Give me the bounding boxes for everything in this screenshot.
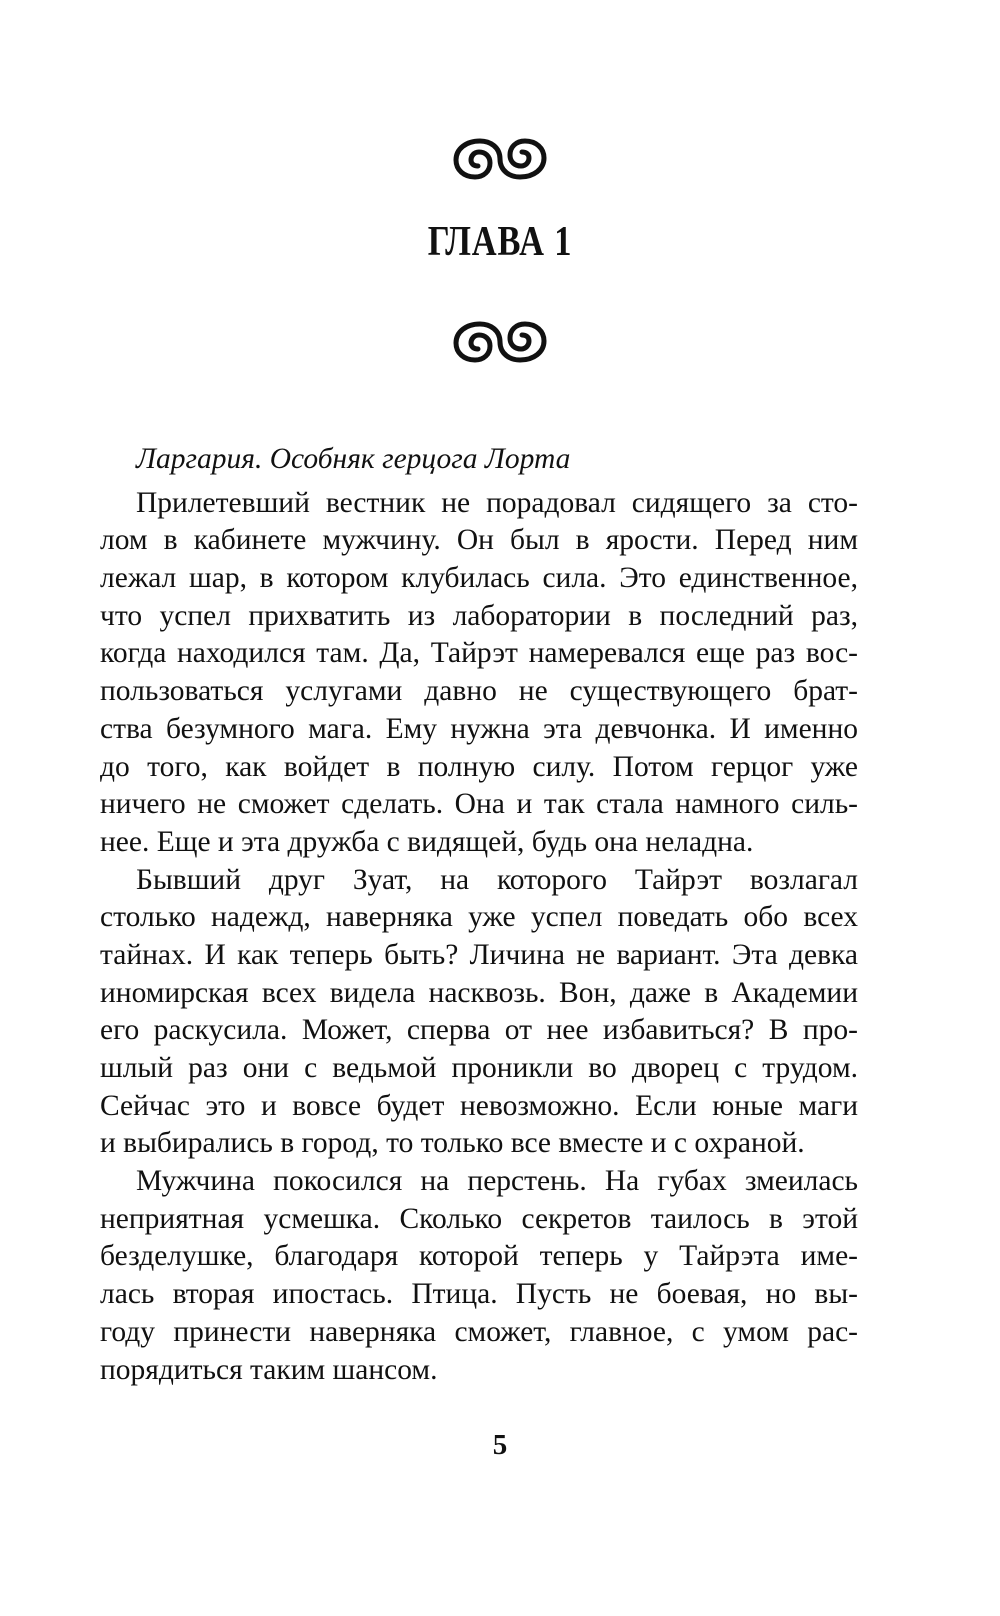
body-text [100, 441, 858, 1389]
text-line: пользоваться услугами давно не существующего брат- [100, 675, 858, 708]
text-line: лом в кабинете мужчину. Он был в ярости. Перед ним [100, 524, 858, 557]
text-line: до того, как войдет в полную силу. Потом герцог уже [100, 750, 858, 783]
scene-subtitle: Ларгария. Особняк герцога Лорта [136, 443, 571, 475]
paragraph [100, 485, 858, 862]
text-line: лась вторая ипостась. Птица. Пусть не боевая, но вы- [100, 1278, 858, 1311]
text-line: порядиться таким шансом. [100, 1353, 438, 1386]
paragraph [100, 1163, 858, 1389]
text-line: Мужчина покосился на перстень. На губах змеилась [136, 1165, 858, 1198]
text-line: тайнах. И как теперь быть? Личина не вариант. Эта девка [100, 938, 858, 971]
text-line: и выбирались в город, то только все вместе и с охраной. [100, 1127, 805, 1160]
text-line: безделушке, благодаря которой теперь у Тайрэта име- [100, 1240, 858, 1273]
chapter-title: ГЛАВА 1 [427, 219, 573, 265]
text-line: ничего не сможет сделать. Она и так стала намного силь- [100, 788, 858, 821]
text-line: лежал шар, в котором клубилась сила. Это единственное, [100, 562, 858, 595]
text-line: Прилетевший вестник не порадовал сидящего за сто- [136, 486, 858, 519]
text-line: его раскусила. Может, сперва от нее избавиться? В про- [100, 1014, 858, 1047]
text-line: иномирская всех видела насквозь. Вон, даже в Академии [100, 976, 858, 1009]
text-line: столько надежд, наверняка уже успел поведать обо всех [100, 901, 858, 934]
text-line: ства безумного мага. Ему нужна эта девчонка. И именно [100, 712, 858, 745]
double-spiral-ornament-icon [450, 320, 550, 364]
text-line: когда находился там. Да, Тайрэт намеревался еще раз вос- [100, 637, 858, 670]
text-line: Бывший друг Зуат, на которого Тайрэт возлагал [136, 863, 858, 896]
text-line: нее. Еще и эта дружба с видящей, будь она неладна. [100, 825, 754, 858]
text-line: шлый раз они с ведьмой проникли во дворец с трудом. [100, 1052, 858, 1084]
text-line: что успел прихватить из лаборатории в последний раз, [100, 599, 858, 632]
page-number: 5 [492, 1429, 508, 1461]
text-line: неприятная усмешка. Сколько секретов таилось в этой [100, 1202, 858, 1235]
paragraph [100, 862, 858, 1164]
text-line: Сейчас это и вовсе будет невозможно. Если юные маги [100, 1089, 858, 1122]
text-line: году принести наверняка сможет, главное, с умом рас- [100, 1315, 858, 1348]
double-spiral-ornament-icon [450, 137, 550, 181]
